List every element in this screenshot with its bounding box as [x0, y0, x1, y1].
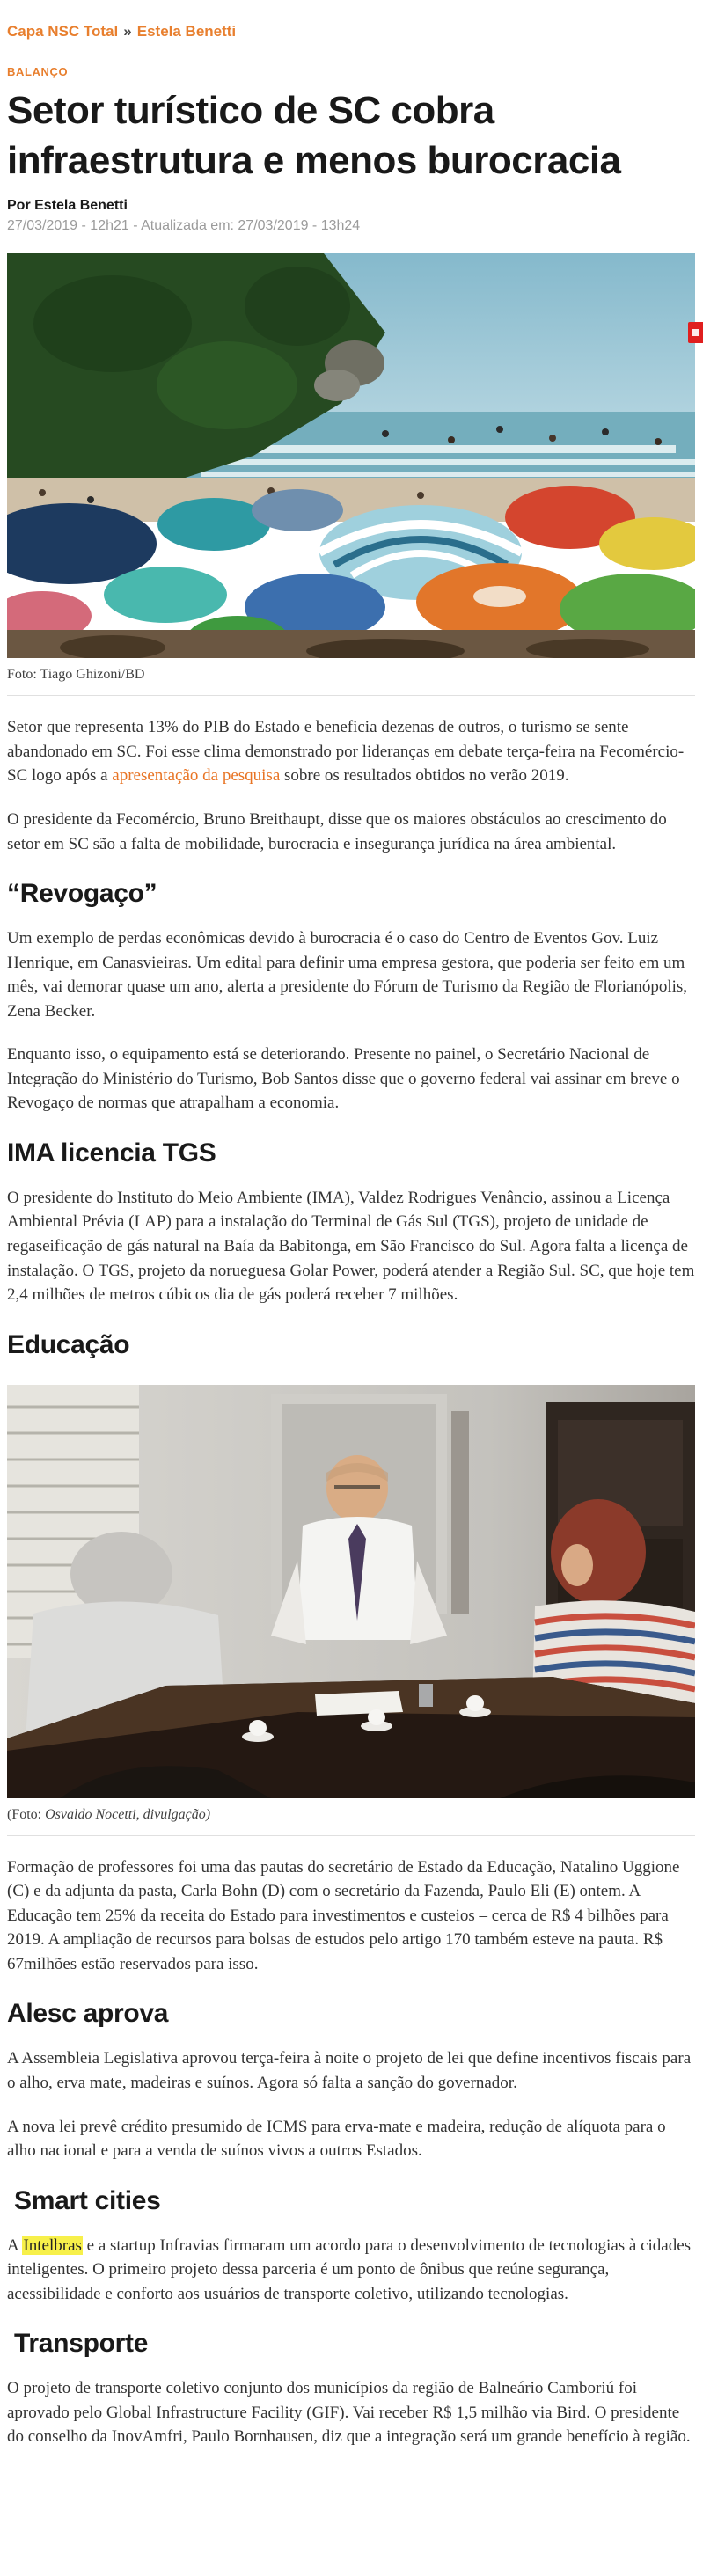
beach-photo-figure — [7, 253, 695, 696]
paragraph: Enquanto isso, o equipamento está se deteriorando. Presente no painel, o Secretário Nacional de Integração do Ministério do Turismo, Bob Santos disse que o governo federal vai assinar em breve o Revogaço de normas que atrapalham a economia. — [7, 1045, 680, 1113]
breadcrumb — [7, 23, 695, 40]
photo-caption-prefix: (Foto: — [7, 1806, 46, 1822]
photo-caption-credit: Osvaldo Nocetti, divulgação) — [45, 1806, 211, 1822]
meeting-photo-figure — [7, 1385, 695, 1836]
article-byline: Por Estela Benetti — [7, 198, 128, 214]
paragraph: O presidente do Instituto do Meio Ambiente (IMA), Valdez Rodrigues Venâncio, assinou a Licença Ambiental Prévia (LAP) para a instalação do Terminal de Gás Sul (TGS), projeto de unidade de regaseificação de gás natural na Baía da Babitonga, em São Francisco do Sul. Agora falta a licença de instalação. O TGS, projeto da norueguesa Golar Power, poderá atender a Região Sul. SC, que hoje tem 2,4 milhões de metros cúbicos dia de gás poderá receber 7 milhões. — [7, 1188, 695, 1305]
breadcrumb-link-home[interactable]: Capa NSC Total — [7, 23, 119, 40]
article-dateline: 27/03/2019 - 12h21 - Atualizada em: 27/03/2019 - 13h24 — [7, 218, 361, 234]
breadcrumb-link-author[interactable]: Estela Benetti — [136, 23, 237, 40]
paragraph: O presidente da Fecomércio, Bruno Breithaupt, disse que os maiores obstáculos ao crescimento do setor em SC são a falta de mobilidade, burocracia e insegurança jurídica na área ambiental. — [7, 810, 667, 853]
search-highlight: Intelbras — [23, 2236, 82, 2255]
paragraph: Formação de professores foi uma das pautas do secretário de Estado da Educação, Natalino Uggione (C) e da adjunta da pasta, Carla Bohn (D) com o secretário da Fazenda, Paulo Eli (E) ontem. A Educação tem 25% da receita do Estado para investimentos e custeios – cerca de R$ 4 bilhões para 2019. A ampliação de recursos para bolsas de estudos pelo artigo 170 também esteve na pauta. R$ 67milhões estão reservados para isso. — [7, 1857, 680, 1973]
paragraph-intelbras — [7, 2234, 695, 2307]
paragraph-text: e a startup Infravias firmaram um acordo para o desenvolvimento de tecnologias à cidades inteligentes. O primeiro projeto dessa parceria é um ponto de ônibus que reúne segurança, acessibilidade e conforto aos usuários de transporte coletivo, utilizando tecnologias. — [7, 2236, 692, 2303]
paragraph: Um exemplo de perdas econômicas devido à burocracia é o caso do Centro de Eventos Gov. Luiz Henrique, em Canasvieiras. Um edital para definir uma empresa gestora, que poderia ser feito em um mês, vai demorar quase um ano, alerta a presidente do Fórum de Turismo da Região de Florianópolis, Zena Becker. — [7, 929, 688, 1021]
photo-caption-text: Foto: Tiago Ghizoni/BD — [7, 667, 145, 683]
paragraph-text: sobre os resultados obtidos no verão 2019. — [280, 766, 569, 786]
paragraph: O projeto de transporte coletivo conjunto dos municípios da região de Balneário Camboriú foi aprovado pelo Global Infrastructure Facility (GIF). Vai receber R$ 1,5 milhão via Bird. O presidente do conselho da InovAmfri, Paulo Bornhausen, diz que a integração será um grande benefício à região. — [7, 2379, 691, 2447]
breadcrumb-separator: » — [123, 23, 132, 40]
paragraph-text: A — [7, 2236, 23, 2255]
section-heading-smart-cities: Smart cities — [7, 2185, 161, 2215]
meeting-photo — [7, 1385, 695, 1798]
edge-widget[interactable] — [688, 322, 703, 343]
section-heading-revogaco: “Revogaço” — [7, 879, 157, 909]
paragraph-intro — [7, 715, 695, 788]
section-heading-transporte: Transporte — [7, 2329, 149, 2359]
section-heading-alesc: Alesc aprova — [7, 1999, 169, 2029]
page-title: Setor turístico de SC cobra infraestrutura e menos burocracia — [7, 89, 621, 183]
photo-caption-beach — [7, 658, 695, 696]
paragraph: A nova lei prevê crédito presumido de ICMS para erva-mate e madeira, redução de alíquota para o alho nacional e para a venda de suínos vivos a outros Estados. — [7, 2117, 666, 2161]
article-body — [7, 715, 695, 2449]
section-heading-educacao: Educação — [7, 1329, 130, 1359]
paragraph-text: Setor que representa 13% do PIB do Estado e beneficia dezenas de outros, o turismo se sente abandonado em SC. Foi esse clima demonstrado por lideranças em debate terça-feira na Fecomércio-SC logo após a — [7, 718, 685, 786]
article-tag: BALANÇO — [7, 65, 69, 78]
photo-caption-meeting — [7, 1798, 695, 1836]
research-link[interactable]: apresentação da pesquisa — [112, 766, 281, 786]
section-heading-ima: IMA licencia TGS — [7, 1138, 216, 1167]
beach-photo — [7, 253, 695, 658]
paragraph: A Assembleia Legislativa aprovou terça-feira à noite o projeto de lei que define incentivos fiscais para o alho, erva mate, madeiras e suínos. Agora só falta a sanção do governador. — [7, 2049, 692, 2092]
